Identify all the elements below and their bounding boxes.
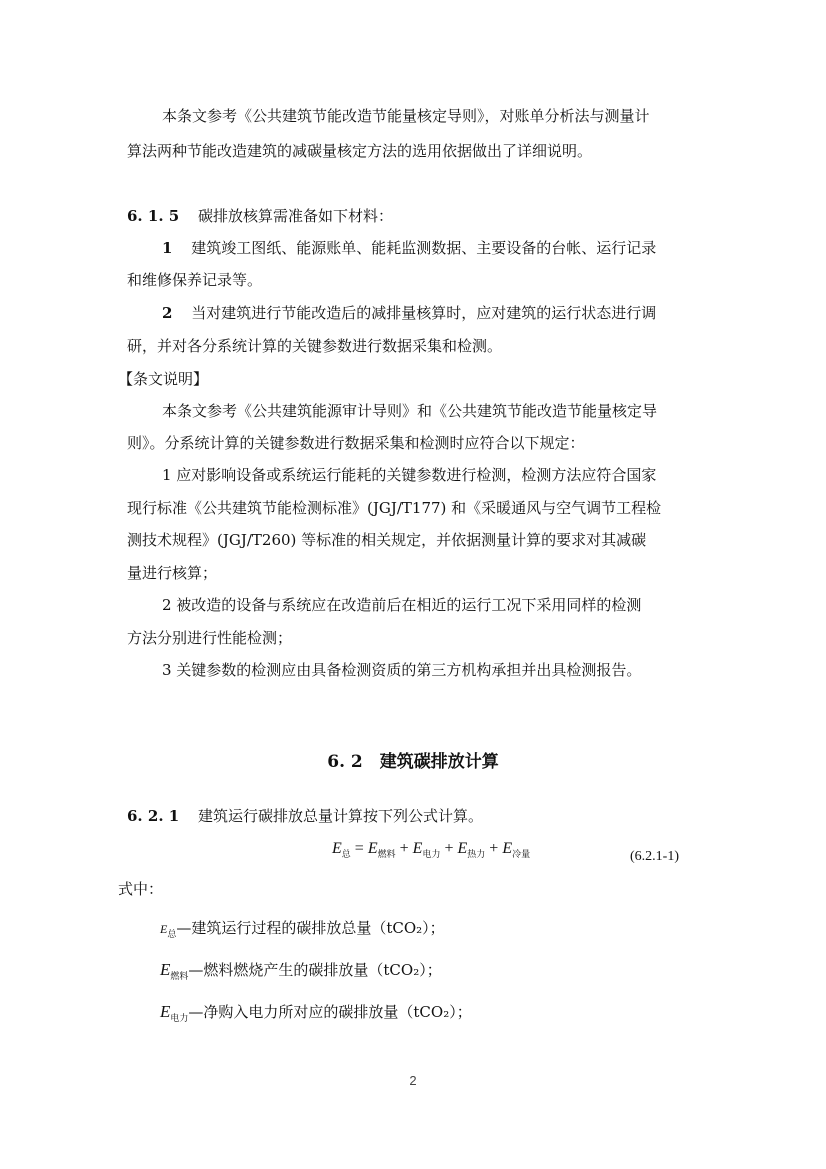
symbol-e: E bbox=[367, 840, 378, 857]
explanation-p1-line-1: 1 应对影响设备或系统运行能耗的关键参数进行检测，检测方法应符合国家 bbox=[162, 466, 657, 484]
explanation-line-2: 则》。分系统计算的关键参数进行数据采集和检测时应符合以下规定： bbox=[127, 434, 585, 452]
explanation-p1-line-3: 测技术规程》(JGJ/T260) 等标准的相关规定，并依据测量计算的要求对其减碳 bbox=[127, 531, 647, 549]
clause-number: 6. 1. 5 bbox=[127, 207, 180, 225]
symbol-e: E bbox=[160, 1002, 171, 1021]
plus-sign: + bbox=[399, 840, 409, 857]
explanation-p1-line-4: 量进行核算； bbox=[127, 564, 218, 582]
explanation-p3-line-1: 3 关键参数的检测应由具备检测资质的第三方机构承担并出具检测报告。 bbox=[162, 661, 642, 679]
definition-power bbox=[160, 1001, 472, 1024]
sub-power: 电力 bbox=[170, 1014, 189, 1024]
intro-line-1: 本条文参考《公共建筑节能改造节能量核定导则》，对账单分析法与测量计 bbox=[162, 107, 650, 125]
sub-fuel: 燃料 bbox=[170, 972, 189, 982]
clause-6-2-1 bbox=[127, 806, 483, 826]
sub-power: 电力 bbox=[422, 849, 441, 860]
clause-title: 建筑运行碳排放总量计算按下列公式计算。 bbox=[197, 807, 483, 825]
sub-total: 总 bbox=[167, 930, 177, 940]
definition-text: —净购入电力所对应的碳排放量（tCO₂）； bbox=[188, 1003, 472, 1021]
sub-cold: 冷量 bbox=[512, 849, 531, 860]
definition-text: —建筑运行过程的碳排放总量（tCO₂）； bbox=[176, 919, 445, 937]
section-heading-6-2: 6. 2 建筑碳排放计算 bbox=[327, 752, 499, 772]
item-text: 当对建筑进行节能改造后的减排量核算时，应对建筑的运行状态进行调 bbox=[191, 304, 657, 322]
clause-title: 碳排放核算需准备如下材料： bbox=[197, 207, 393, 225]
item-number: 2 bbox=[162, 304, 173, 322]
item-text: 建筑竣工图纸、能源账单、能耗监测数据、主要设备的台帐、运行记录 bbox=[191, 239, 657, 257]
explanation-p2-line-2: 方法分别进行性能检测； bbox=[127, 629, 293, 647]
explanation-label: 【条文说明】 bbox=[118, 370, 209, 388]
plus-sign: + bbox=[444, 840, 454, 857]
clause-item-1-line-1 bbox=[162, 238, 656, 258]
sub-fuel: 燃料 bbox=[377, 849, 396, 860]
clause-item-2-line-2: 研，并对各分系统计算的关键参数进行数据采集和检测。 bbox=[127, 337, 503, 355]
explanation-p1-line-2: 现行标准《公共建筑节能检测标准》(JGJ/T177) 和《采暖通风与空气调节工程检 bbox=[127, 499, 662, 517]
clause-6-1-5 bbox=[127, 206, 393, 226]
emission-formula bbox=[332, 840, 530, 860]
page-number: 2 bbox=[409, 1073, 417, 1088]
symbol-e: E bbox=[160, 960, 171, 979]
clause-number: 6. 2. 1 bbox=[127, 807, 180, 825]
definition-text: —燃料燃烧产生的碳排放量（tCO₂）； bbox=[188, 961, 442, 979]
explanation-p2-line-1: 2 被改造的设备与系统应在改造前后在相近的运行工况下采用同样的检测 bbox=[162, 596, 642, 614]
clause-item-2-line-1 bbox=[162, 303, 656, 323]
sub-total: 总 bbox=[341, 849, 351, 860]
symbol-e: E bbox=[457, 840, 468, 857]
symbol-e: E bbox=[412, 840, 423, 857]
definition-total bbox=[160, 917, 445, 940]
definition-fuel bbox=[160, 959, 442, 982]
symbol-e: E bbox=[160, 922, 168, 936]
sub-heat: 热力 bbox=[467, 849, 486, 860]
item-number: 1 bbox=[162, 239, 173, 257]
intro-line-2: 算法两种节能改造建筑的减碳量核定方法的选用依据做出了详细说明。 bbox=[127, 142, 593, 160]
explanation-line-1: 本条文参考《公共建筑能源审计导则》和《公共建筑节能改造节能量核定导 bbox=[162, 402, 658, 420]
plus-sign: + bbox=[489, 840, 499, 857]
symbol-e: E bbox=[502, 840, 513, 857]
equals-sign: = bbox=[354, 840, 364, 857]
symbol-e: E bbox=[332, 840, 342, 857]
clause-item-1-line-2: 和维修保养记录等。 bbox=[127, 271, 263, 289]
equation-number: (6.2.1-1) bbox=[630, 849, 679, 864]
where-label: 式中： bbox=[118, 880, 164, 898]
